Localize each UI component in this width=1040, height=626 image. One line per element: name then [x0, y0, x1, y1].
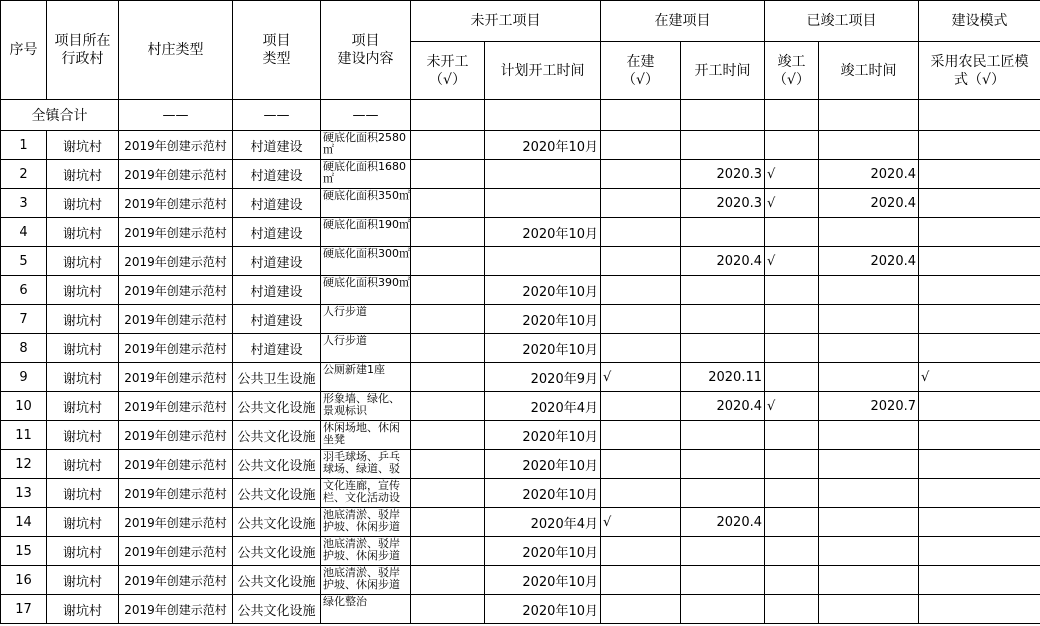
cell-completed-check: √ — [765, 189, 819, 218]
cell-completed-check: √ — [765, 247, 819, 276]
cell-completion-time — [819, 508, 919, 537]
cell-planned-start: 2020年10月 — [485, 305, 601, 334]
cell-completed-check — [765, 305, 819, 334]
cell-content: 形象墙、绿化、景观标识 — [321, 392, 411, 421]
header-village-type: 村庄类型 — [119, 1, 233, 100]
total-dash: —— — [321, 100, 411, 131]
cell-content: 人行步道 — [321, 305, 411, 334]
total-row — [1, 100, 1040, 131]
cell-project-type: 村道建设 — [233, 247, 321, 276]
cell-in-progress-check: √ — [601, 508, 681, 537]
cell-village-type: 2019年创建示范村 — [119, 334, 233, 363]
cell-not-started-check — [411, 508, 485, 537]
table-row — [1, 218, 1040, 247]
cell-planned-start — [485, 189, 601, 218]
cell-mode-check — [919, 537, 1040, 566]
cell-completed-check — [765, 537, 819, 566]
cell-project-type: 公共文化设施 — [233, 421, 321, 450]
cell-village-type: 2019年创建示范村 — [119, 508, 233, 537]
cell-not-started-check — [411, 363, 485, 392]
table-row — [1, 363, 1040, 392]
cell-content: 池底清淤、驳岸护坡、休闲步道 — [321, 566, 411, 595]
cell-start-time: 2020.3 — [681, 160, 765, 189]
header-mode-check: 采用农民工匠模 式（√） — [919, 42, 1040, 100]
cell-content: 硬底化面积300㎡ — [321, 247, 411, 276]
cell-completed-check — [765, 479, 819, 508]
cell-completion-time — [819, 334, 919, 363]
cell-mode-check — [919, 508, 1040, 537]
cell-village: 谢坑村 — [47, 363, 119, 392]
cell-not-started-check — [411, 189, 485, 218]
cell-completion-time — [819, 566, 919, 595]
cell-start-time — [681, 131, 765, 160]
cell-project-type: 公共文化设施 — [233, 508, 321, 537]
cell-completed-check — [765, 508, 819, 537]
cell-village: 谢坑村 — [47, 334, 119, 363]
cell-completion-time — [819, 595, 919, 624]
header-completion-time: 竣工时间 — [819, 42, 919, 100]
cell-in-progress-check — [601, 218, 681, 247]
cell-start-time: 2020.4 — [681, 508, 765, 537]
cell-mode-check: √ — [919, 363, 1040, 392]
cell-start-time: 2020.4 — [681, 247, 765, 276]
header-completed-check: 竣工 （√） — [765, 42, 819, 100]
cell-seq: 10 — [1, 392, 47, 421]
cell-content: 绿化整治 — [321, 595, 411, 624]
cell-in-progress-check — [601, 276, 681, 305]
header-in-progress-check: 在建 （√） — [601, 42, 681, 100]
cell-not-started-check — [411, 479, 485, 508]
cell-completion-time — [819, 131, 919, 160]
cell-village: 谢坑村 — [47, 131, 119, 160]
cell-in-progress-check: √ — [601, 363, 681, 392]
cell-mode-check — [919, 160, 1040, 189]
cell-start-time: 2020.3 — [681, 189, 765, 218]
header-project-type: 项目 类型 — [233, 1, 321, 100]
cell-mode-check — [919, 189, 1040, 218]
cell-mode-check — [919, 421, 1040, 450]
cell-seq: 11 — [1, 421, 47, 450]
cell-project-type: 公共文化设施 — [233, 450, 321, 479]
cell-planned-start — [485, 247, 601, 276]
header-planned-start: 计划开工时间 — [485, 42, 601, 100]
cell-content: 硬底化面积2580㎡ — [321, 131, 411, 160]
cell-completion-time: 2020.4 — [819, 189, 919, 218]
cell-start-time — [681, 479, 765, 508]
cell-seq: 1 — [1, 131, 47, 160]
header-village: 项目所在 行政村 — [47, 1, 119, 100]
cell-project-type: 公共文化设施 — [233, 566, 321, 595]
cell-content: 人行步道 — [321, 334, 411, 363]
cell-not-started-check — [411, 131, 485, 160]
cell-seq: 6 — [1, 276, 47, 305]
cell-village: 谢坑村 — [47, 160, 119, 189]
cell-project-type: 公共文化设施 — [233, 537, 321, 566]
cell-mode-check — [919, 595, 1040, 624]
cell-in-progress-check — [601, 392, 681, 421]
cell-start-time — [681, 595, 765, 624]
total-dash: —— — [233, 100, 321, 131]
cell-planned-start: 2020年10月 — [485, 131, 601, 160]
table-row — [1, 305, 1040, 334]
cell-seq: 4 — [1, 218, 47, 247]
header-group-mode: 建设模式 — [919, 1, 1040, 42]
cell-project-type: 村道建设 — [233, 334, 321, 363]
cell-seq: 17 — [1, 595, 47, 624]
cell-content: 公厕新建1座 — [321, 363, 411, 392]
table-row — [1, 595, 1040, 624]
cell-planned-start: 2020年10月 — [485, 276, 601, 305]
header-group-completed: 已竣工项目 — [765, 1, 919, 42]
cell-completed-check — [765, 334, 819, 363]
cell-village: 谢坑村 — [47, 218, 119, 247]
cell-village-type: 2019年创建示范村 — [119, 363, 233, 392]
cell-planned-start: 2020年4月 — [485, 392, 601, 421]
cell-completed-check — [765, 276, 819, 305]
cell-planned-start: 2020年10月 — [485, 334, 601, 363]
table-row — [1, 479, 1040, 508]
cell-content: 池底清淤、驳岸护坡、休闲步道 — [321, 508, 411, 537]
cell-completion-time: 2020.7 — [819, 392, 919, 421]
cell-seq: 15 — [1, 537, 47, 566]
cell-seq: 5 — [1, 247, 47, 276]
cell-planned-start: 2020年10月 — [485, 537, 601, 566]
table-row — [1, 276, 1040, 305]
cell-seq: 14 — [1, 508, 47, 537]
cell-completion-time: 2020.4 — [819, 160, 919, 189]
cell-planned-start: 2020年10月 — [485, 450, 601, 479]
cell-planned-start: 2020年10月 — [485, 595, 601, 624]
table-row — [1, 131, 1040, 160]
cell-village: 谢坑村 — [47, 247, 119, 276]
table-row — [1, 334, 1040, 363]
cell-not-started-check — [411, 537, 485, 566]
header-group-not-started: 未开工项目 — [411, 1, 601, 42]
cell-completion-time — [819, 218, 919, 247]
cell-start-time: 2020.4 — [681, 392, 765, 421]
cell-not-started-check — [411, 218, 485, 247]
cell-project-type: 村道建设 — [233, 218, 321, 247]
table-row — [1, 160, 1040, 189]
cell-mode-check — [919, 247, 1040, 276]
cell-seq: 16 — [1, 566, 47, 595]
cell-village-type: 2019年创建示范村 — [119, 566, 233, 595]
cell-project-type: 村道建设 — [233, 276, 321, 305]
cell-completion-time — [819, 421, 919, 450]
cell-village-type: 2019年创建示范村 — [119, 537, 233, 566]
header-start-time: 开工时间 — [681, 42, 765, 100]
cell-completion-time — [819, 479, 919, 508]
cell-planned-start: 2020年10月 — [485, 218, 601, 247]
cell-seq: 3 — [1, 189, 47, 218]
cell-in-progress-check — [601, 305, 681, 334]
cell-village: 谢坑村 — [47, 508, 119, 537]
header-seq: 序号 — [1, 1, 47, 100]
cell-content: 休闲场地、休闲坐凳 — [321, 421, 411, 450]
table-row — [1, 247, 1040, 276]
cell-in-progress-check — [601, 421, 681, 450]
table-row — [1, 508, 1040, 537]
cell-completion-time — [819, 305, 919, 334]
cell-seq: 8 — [1, 334, 47, 363]
cell-planned-start: 2020年9月 — [485, 363, 601, 392]
cell-village-type: 2019年创建示范村 — [119, 218, 233, 247]
cell-planned-start: 2020年10月 — [485, 479, 601, 508]
cell-project-type: 公共卫生设施 — [233, 363, 321, 392]
cell-content: 硬底化面积1680㎡ — [321, 160, 411, 189]
cell-content: 硬底化面积390㎡ — [321, 276, 411, 305]
cell-village: 谢坑村 — [47, 392, 119, 421]
table-row — [1, 537, 1040, 566]
cell-mode-check — [919, 276, 1040, 305]
cell-not-started-check — [411, 276, 485, 305]
cell-village-type: 2019年创建示范村 — [119, 479, 233, 508]
cell-planned-start — [485, 160, 601, 189]
cell-not-started-check — [411, 247, 485, 276]
cell-project-type: 村道建设 — [233, 189, 321, 218]
cell-start-time — [681, 566, 765, 595]
cell-start-time: 2020.11 — [681, 363, 765, 392]
cell-mode-check — [919, 131, 1040, 160]
cell-completed-check — [765, 363, 819, 392]
cell-start-time — [681, 305, 765, 334]
cell-project-type: 村道建设 — [233, 160, 321, 189]
cell-project-type: 公共文化设施 — [233, 595, 321, 624]
cell-content: 硬底化面积190㎡ — [321, 218, 411, 247]
cell-village: 谢坑村 — [47, 566, 119, 595]
cell-in-progress-check — [601, 334, 681, 363]
header-not-started-check: 未开工 （√） — [411, 42, 485, 100]
cell-village-type: 2019年创建示范村 — [119, 305, 233, 334]
cell-seq: 2 — [1, 160, 47, 189]
table-row — [1, 450, 1040, 479]
cell-mode-check — [919, 218, 1040, 247]
cell-planned-start: 2020年4月 — [485, 508, 601, 537]
cell-in-progress-check — [601, 537, 681, 566]
cell-completion-time — [819, 276, 919, 305]
cell-village-type: 2019年创建示范村 — [119, 450, 233, 479]
cell-mode-check — [919, 334, 1040, 363]
cell-start-time — [681, 421, 765, 450]
cell-in-progress-check — [601, 189, 681, 218]
cell-completed-check — [765, 566, 819, 595]
table-row — [1, 189, 1040, 218]
cell-village-type: 2019年创建示范村 — [119, 392, 233, 421]
table-body — [1, 131, 1040, 624]
cell-completed-check — [765, 218, 819, 247]
cell-completed-check: √ — [765, 160, 819, 189]
cell-completion-time — [819, 450, 919, 479]
cell-project-type: 村道建设 — [233, 131, 321, 160]
cell-village: 谢坑村 — [47, 189, 119, 218]
cell-seq: 12 — [1, 450, 47, 479]
cell-seq: 13 — [1, 479, 47, 508]
cell-completed-check — [765, 131, 819, 160]
table-row — [1, 392, 1040, 421]
cell-in-progress-check — [601, 131, 681, 160]
cell-completed-check — [765, 595, 819, 624]
cell-mode-check — [919, 479, 1040, 508]
cell-start-time — [681, 276, 765, 305]
cell-start-time — [681, 334, 765, 363]
cell-completed-check — [765, 421, 819, 450]
cell-village: 谢坑村 — [47, 595, 119, 624]
cell-seq: 7 — [1, 305, 47, 334]
cell-village-type: 2019年创建示范村 — [119, 189, 233, 218]
cell-in-progress-check — [601, 566, 681, 595]
cell-project-type: 村道建设 — [233, 305, 321, 334]
cell-mode-check — [919, 392, 1040, 421]
cell-planned-start: 2020年10月 — [485, 421, 601, 450]
cell-not-started-check — [411, 566, 485, 595]
cell-in-progress-check — [601, 450, 681, 479]
cell-start-time — [681, 537, 765, 566]
cell-not-started-check — [411, 421, 485, 450]
cell-content: 池底清淤、驳岸护坡、休闲步道 — [321, 537, 411, 566]
cell-in-progress-check — [601, 479, 681, 508]
cell-village-type: 2019年创建示范村 — [119, 421, 233, 450]
header-content: 项目 建设内容 — [321, 1, 411, 100]
total-label: 全镇合计 — [1, 100, 119, 131]
cell-not-started-check — [411, 160, 485, 189]
header-group-in-progress: 在建项目 — [601, 1, 765, 42]
cell-completed-check: √ — [765, 392, 819, 421]
cell-village-type: 2019年创建示范村 — [119, 247, 233, 276]
cell-completed-check — [765, 450, 819, 479]
cell-completion-time — [819, 363, 919, 392]
cell-start-time — [681, 218, 765, 247]
cell-content: 文化连廊，宣传栏、文化活动设 — [321, 479, 411, 508]
cell-village: 谢坑村 — [47, 479, 119, 508]
cell-village-type: 2019年创建示范村 — [119, 595, 233, 624]
cell-village: 谢坑村 — [47, 450, 119, 479]
cell-not-started-check — [411, 595, 485, 624]
cell-seq: 9 — [1, 363, 47, 392]
cell-content: 硬底化面积350㎡ — [321, 189, 411, 218]
total-dash: —— — [119, 100, 233, 131]
cell-completion-time — [819, 537, 919, 566]
cell-not-started-check — [411, 305, 485, 334]
cell-village-type: 2019年创建示范村 — [119, 276, 233, 305]
cell-planned-start: 2020年10月 — [485, 566, 601, 595]
cell-village: 谢坑村 — [47, 305, 119, 334]
cell-completion-time: 2020.4 — [819, 247, 919, 276]
cell-in-progress-check — [601, 247, 681, 276]
table-row — [1, 421, 1040, 450]
cell-not-started-check — [411, 334, 485, 363]
cell-project-type: 公共文化设施 — [233, 479, 321, 508]
cell-village-type: 2019年创建示范村 — [119, 160, 233, 189]
cell-content: 羽毛球场、乒乓球场、绿道、驳 — [321, 450, 411, 479]
cell-village-type: 2019年创建示范村 — [119, 131, 233, 160]
cell-village: 谢坑村 — [47, 537, 119, 566]
cell-project-type: 公共文化设施 — [233, 392, 321, 421]
table-row — [1, 566, 1040, 595]
cell-not-started-check — [411, 450, 485, 479]
cell-in-progress-check — [601, 160, 681, 189]
cell-mode-check — [919, 566, 1040, 595]
cell-mode-check — [919, 305, 1040, 334]
cell-start-time — [681, 450, 765, 479]
cell-not-started-check — [411, 392, 485, 421]
cell-mode-check — [919, 450, 1040, 479]
cell-village: 谢坑村 — [47, 276, 119, 305]
cell-village: 谢坑村 — [47, 421, 119, 450]
cell-in-progress-check — [601, 595, 681, 624]
